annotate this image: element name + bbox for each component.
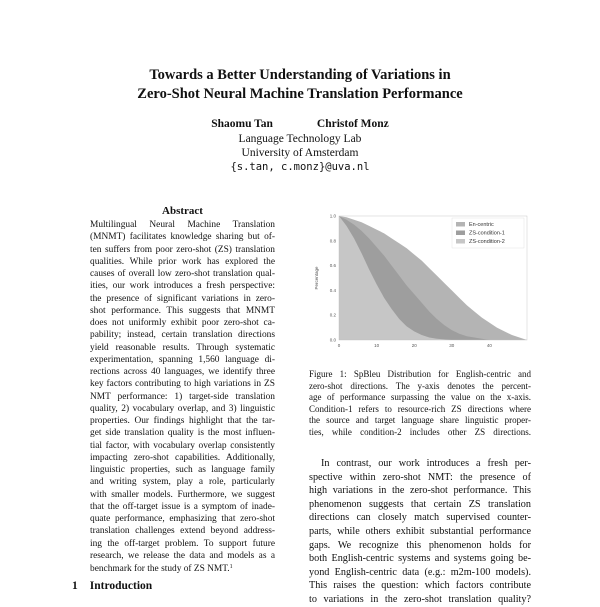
abstract-line: benchmark for the study of ZS NMT. <box>90 564 230 574</box>
y-tick-label: 1.0 <box>329 213 336 219</box>
abstract-line: pability; instead, certain translation directions <box>90 330 275 341</box>
body-line: In contrast, our work introduces a fresh per- <box>321 458 531 469</box>
abstract-line: shot performance. This suggests that MNMT <box>90 305 275 316</box>
author-name: Christof Monz <box>316 118 389 130</box>
body-line: gaps. We recognize this phenomenon holds for <box>309 539 531 551</box>
abstract-line: qualities. While prior work has explored the <box>90 256 275 267</box>
y-tick-label: 0.8 <box>329 238 336 244</box>
abstract-line: impacting zero-shot capabilities. Additionally, <box>90 452 275 463</box>
y-tick-label: 0.6 <box>329 263 336 269</box>
legend-swatch <box>456 231 465 236</box>
body-line: This raises the question: which factors contribute <box>309 580 531 592</box>
caption-line: zero-shot directions. The y-axis denotes the percent- <box>309 380 531 391</box>
legend-label: ZS-condition-1 <box>469 230 505 237</box>
abstract-line: translation challenges extend beyond address- <box>90 526 275 537</box>
section-heading <box>72 580 152 592</box>
abstract-line: Multilingual Neural Machine Translation <box>90 220 275 230</box>
abstract-line: key factors contributing to high variations in ZS <box>90 379 275 390</box>
x-tick-label: 20 <box>411 343 417 348</box>
abstract-line: quate performance, emphasizing that zero-shot <box>90 514 275 524</box>
abstract-line: tial factor, with vocabulary overlap consistently <box>90 440 275 451</box>
author-list <box>0 118 600 130</box>
y-tick-label: 0.0 <box>329 337 336 343</box>
abstract-line: experimentation, spanning 1,560 language di- <box>90 354 275 365</box>
affiliation-university: University of Amsterdam <box>241 147 359 159</box>
affiliation <box>0 132 600 174</box>
abstract-line: NMT performance: 1) target-side translation <box>90 391 275 402</box>
footnote-mark: 1 <box>229 564 233 570</box>
body-line: spective within zero-shot NMT: the presence of <box>309 471 531 483</box>
abstract-line: linguistic properties, such as language family <box>90 465 275 475</box>
caption-line: age of performance surpassing the value on the x-axis. <box>309 392 531 402</box>
y-tick-label: 0.2 <box>329 312 336 318</box>
abstract-line: does not uniformly exhibit poor zero-shot ca- <box>90 318 275 328</box>
abstract-line: and writing system, play a role, particularly <box>90 477 275 488</box>
legend-swatch <box>456 239 465 244</box>
body-line: phenomenon suggests that certain ZS translation <box>309 498 531 510</box>
x-tick-label: 30 <box>449 343 455 348</box>
abstract-line: causes of overall low zero-shot translation qual- <box>90 269 275 279</box>
legend-label: En-centric <box>469 222 494 228</box>
abstract-line: research, we release the data and models as a <box>90 550 275 561</box>
y-axis-label: Percentage <box>314 266 319 290</box>
body-line: to variations in the zero-shot translation quality? <box>309 594 531 605</box>
abstract-line: ten suffers from poor zero-shot (ZS) translation <box>90 244 275 255</box>
caption-line: ties, while condition-2 includes other ZS directions. <box>309 426 531 437</box>
body-line: high variations in the zero-shot performance. This <box>309 485 531 497</box>
author-email: {s.tan, c.monz}@uva.nl <box>230 161 370 173</box>
y-tick-label: 0.4 <box>329 287 336 293</box>
body-line: directions can closely match supervised counter- <box>309 512 531 524</box>
abstract-line: get side translation quality is the most influen- <box>90 428 275 439</box>
caption-line: Condition-1 refers to resource-rich ZS directions where <box>309 403 531 414</box>
paper-title-line-1: Towards a Better Understanding of Variations in <box>149 67 451 83</box>
abstract-line: ities, our work introduces a fresh perspective: <box>90 281 275 292</box>
abstract-line: quality, 2) vocabulary overlap, and 3) linguistic <box>90 403 275 414</box>
author-name: Shaomu Tan <box>211 118 273 130</box>
x-tick-label: 0 <box>337 343 341 348</box>
body-line: parts, while others exhibit substantial performance <box>309 526 531 537</box>
abstract-last-line <box>90 562 275 576</box>
abstract-line: yield reasonable results. Through systematic <box>90 342 275 353</box>
abstract-line: the presence of significant variations in zero- <box>90 293 275 304</box>
abstract-heading: Abstract <box>162 205 203 217</box>
x-tick-label: 10 <box>374 343 380 348</box>
legend-swatch <box>456 222 465 227</box>
section-number: 1 <box>72 580 78 592</box>
abstract-line: that the off-target issue is a symptom of inade- <box>90 501 275 512</box>
affiliation-lab: Language Technology Lab <box>238 133 362 145</box>
chart-legend <box>452 218 524 248</box>
caption-line: Figure 1: SpBleu Distribution for English-centric and <box>309 369 531 379</box>
body-line: both English-centric systems and systems going be- <box>309 553 531 565</box>
x-tick-label: 40 <box>486 343 492 348</box>
abstract-line: rections across 40 languages, we identify three <box>90 367 275 377</box>
legend-label: ZS-condition-2 <box>469 239 505 245</box>
caption-line: the source and target language share linguistic proper- <box>309 415 531 425</box>
body-line: yond English-centric data (e.g.: m2m-100 models). <box>309 566 531 578</box>
paper-title <box>0 66 600 104</box>
abstract-line: with smaller models. Furthermore, we suggest <box>90 489 275 500</box>
abstract-line: ing the off-target problem. To support future <box>90 538 275 549</box>
paper-title-line-2: Zero-Shot Neural Machine Translation Performance <box>137 86 463 102</box>
section-title: Introduction <box>89 580 153 592</box>
abstract-line: (MNMT) facilitates knowledge sharing but of- <box>90 232 275 243</box>
abstract-line: properties. Our findings highlight that the tar- <box>90 416 275 426</box>
spbleu-distribution-chart <box>309 208 534 358</box>
